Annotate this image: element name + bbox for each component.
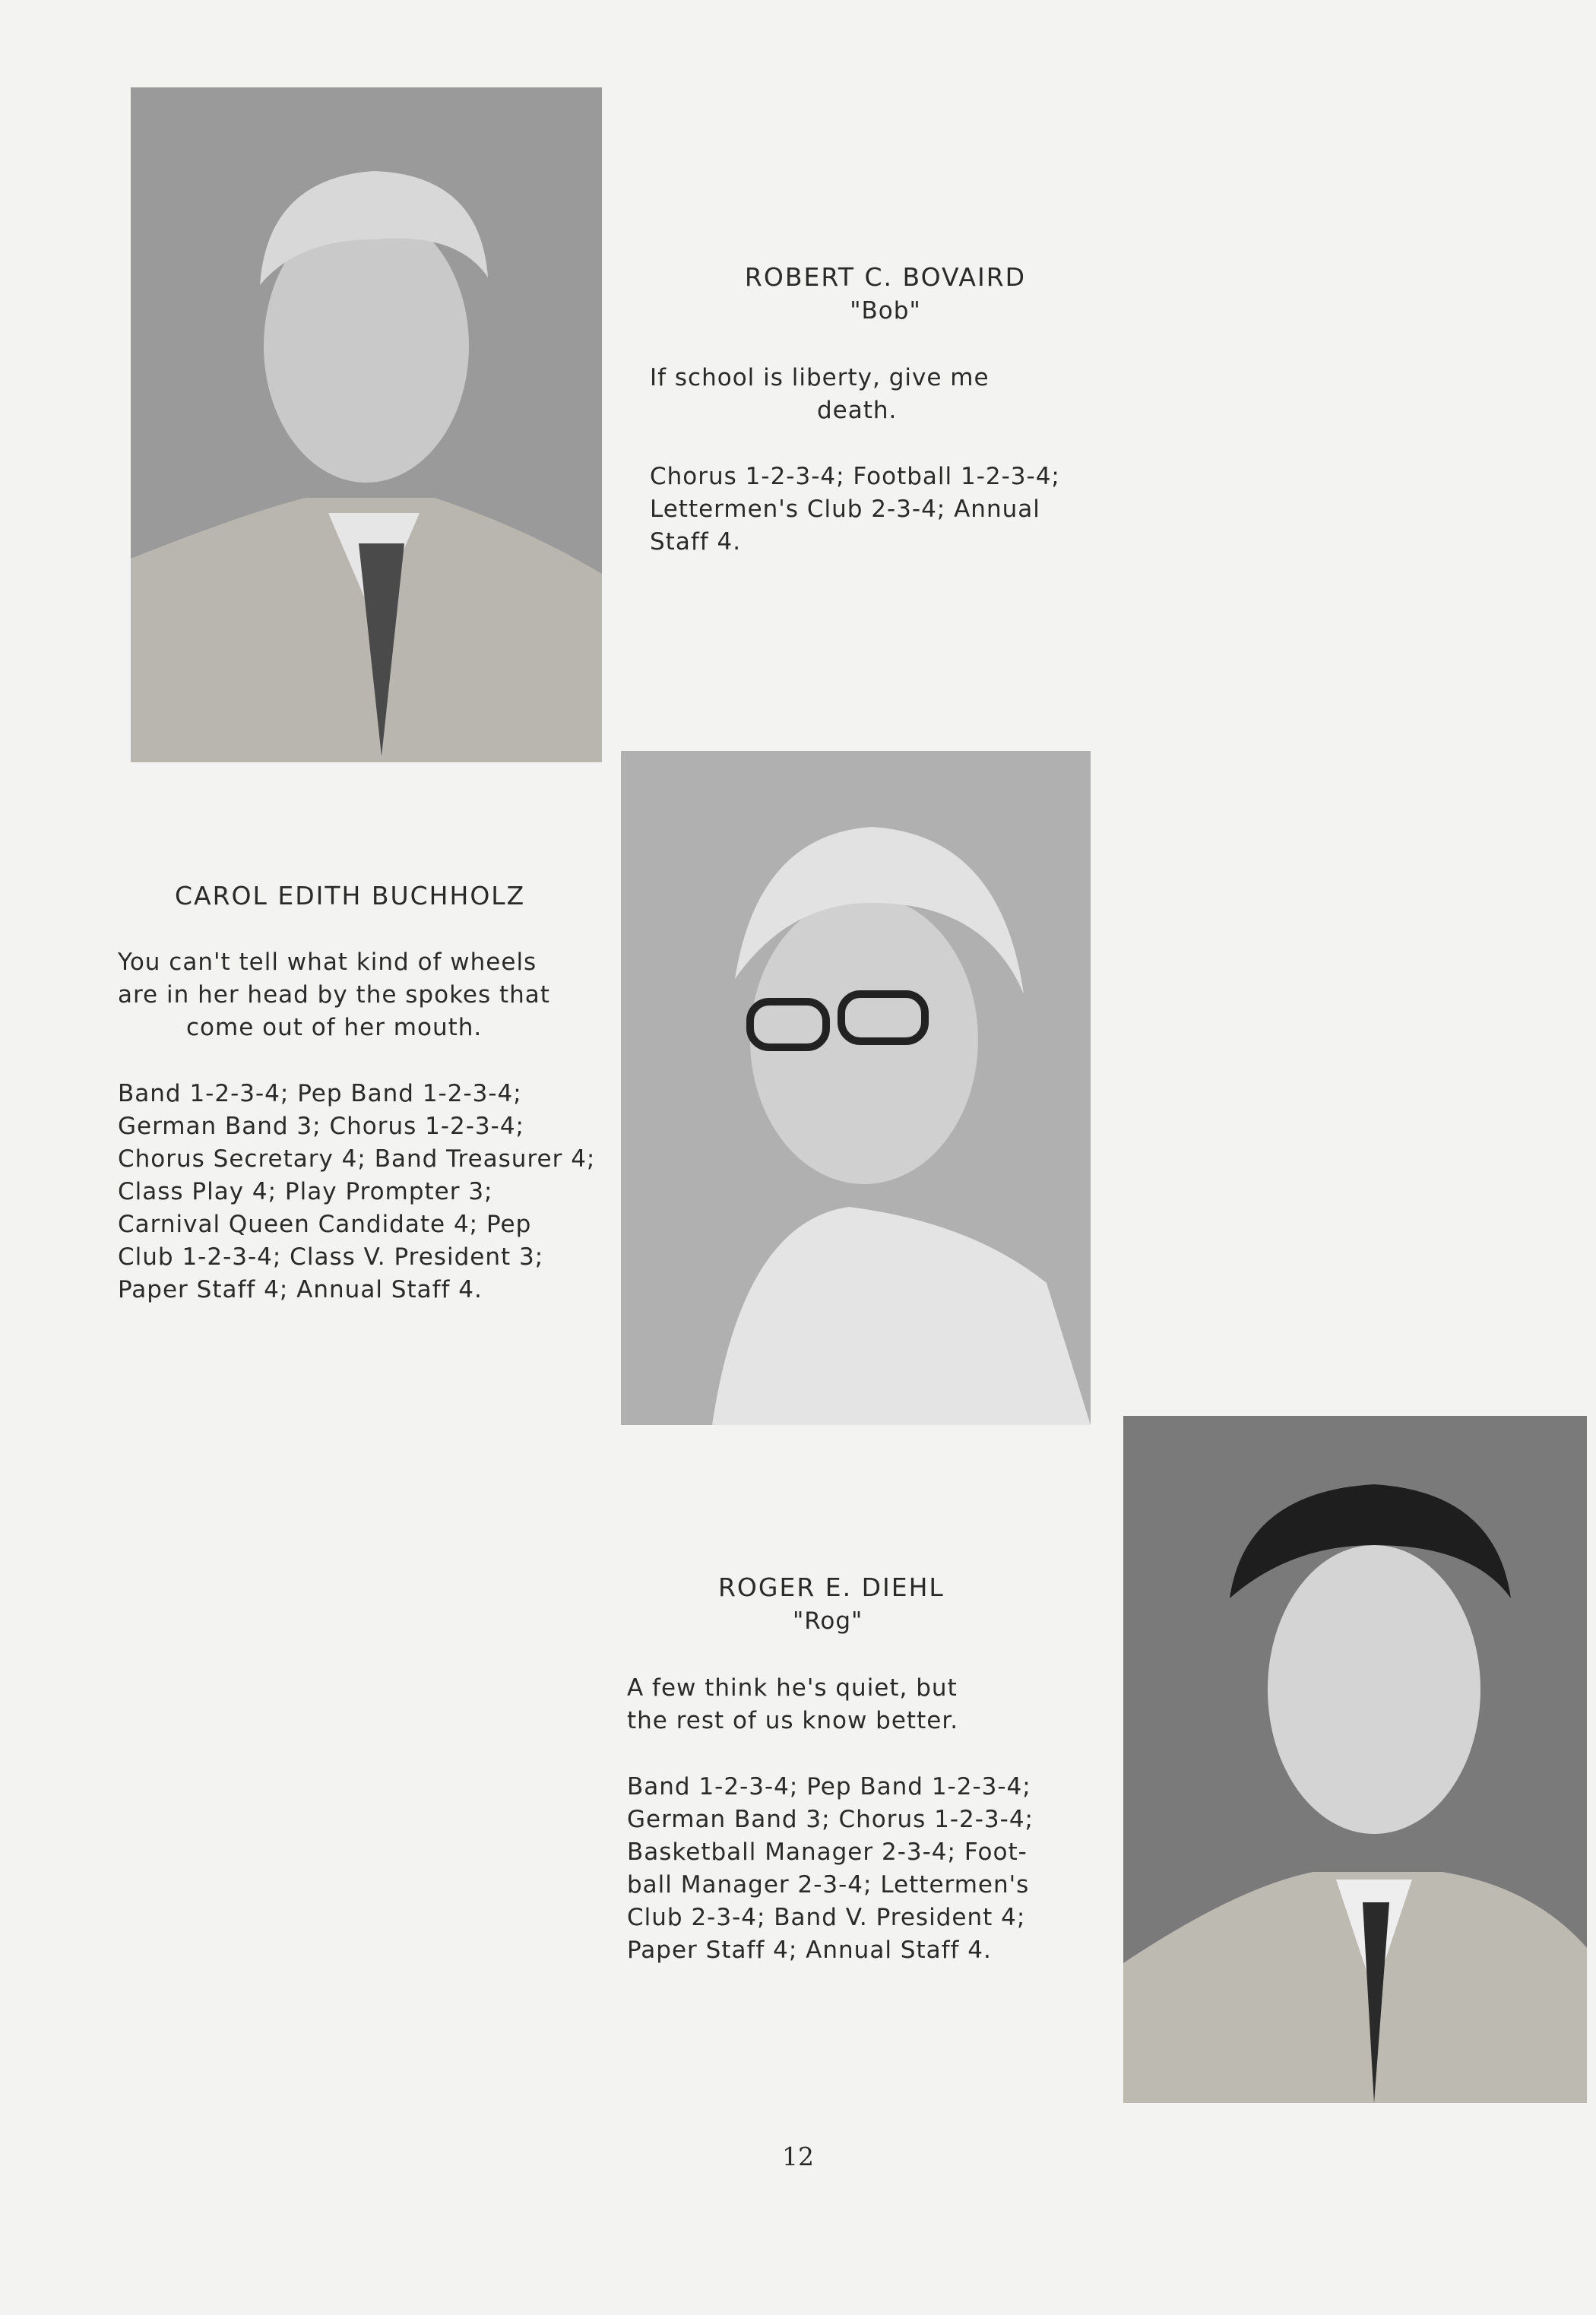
activities-line: Paper Staff 4; Annual Staff 4. [118, 1276, 483, 1303]
entry-carol-buchholz [118, 879, 604, 1306]
activities-line: Staff 4. [650, 528, 742, 556]
activities-line: Band 1-2-3-4; Pep Band 1-2-3-4; [627, 1773, 1031, 1800]
activities-line: Paper Staff 4; Annual Staff 4. [627, 1937, 992, 1964]
quote-line: death. [817, 397, 898, 424]
student-nickname: "Rog" [793, 1607, 863, 1635]
quote-line: A few think he's quiet, but [627, 1674, 958, 1702]
activities-line: Basketball Manager 2-3-4; Foot- [627, 1838, 1028, 1866]
activities-line: German Band 3; Chorus 1-2-3-4; [627, 1806, 1034, 1833]
quote-line: You can't tell what kind of wheels [118, 948, 537, 976]
activities-line: Class Play 4; Play Prompter 3; [118, 1178, 493, 1205]
portrait-robert-drawing [131, 87, 602, 762]
portrait-carol-drawing [621, 751, 1091, 1425]
activities-line: Carnival Queen Candidate 4; Pep [118, 1211, 532, 1238]
student-name: CAROL EDITH BUCHHOLZ [175, 881, 526, 910]
portrait-photo-robert-bovaird [131, 87, 602, 762]
student-nickname: "Bob" [850, 297, 921, 325]
activities-line: Lettermen's Club 2-3-4; Annual [650, 496, 1040, 523]
activities-line: Club 1-2-3-4; Class V. President 3; [118, 1243, 544, 1271]
entry-roger-diehl [627, 1570, 1113, 1967]
activities-line: Chorus 1-2-3-4; Football 1-2-3-4; [650, 463, 1060, 490]
entry-robert-bovaird [650, 260, 1121, 559]
portrait-photo-roger-diehl [1123, 1416, 1587, 2103]
portrait-roger-drawing [1123, 1416, 1587, 2103]
portrait-photo-carol-buchholz [621, 751, 1091, 1425]
activities-line: Club 2-3-4; Band V. President 4; [627, 1904, 1026, 1931]
quote-line: come out of her mouth. [186, 1014, 483, 1041]
student-name: ROBERT C. BOVAIRD [744, 262, 1027, 292]
activities-line: German Band 3; Chorus 1-2-3-4; [118, 1113, 525, 1140]
quote-line: are in her head by the spokes that [118, 981, 550, 1009]
quote-line: the rest of us know better. [627, 1707, 959, 1734]
activities-line: Band 1-2-3-4; Pep Band 1-2-3-4; [118, 1080, 522, 1107]
quote-line: If school is liberty, give me [650, 364, 990, 391]
activities-line: Chorus Secretary 4; Band Treasurer 4; [118, 1145, 596, 1173]
student-name: ROGER E. DIEHL [718, 1572, 945, 1602]
page-number: 12 [782, 2142, 814, 2171]
activities-line: ball Manager 2-3-4; Lettermen's [627, 1871, 1030, 1899]
